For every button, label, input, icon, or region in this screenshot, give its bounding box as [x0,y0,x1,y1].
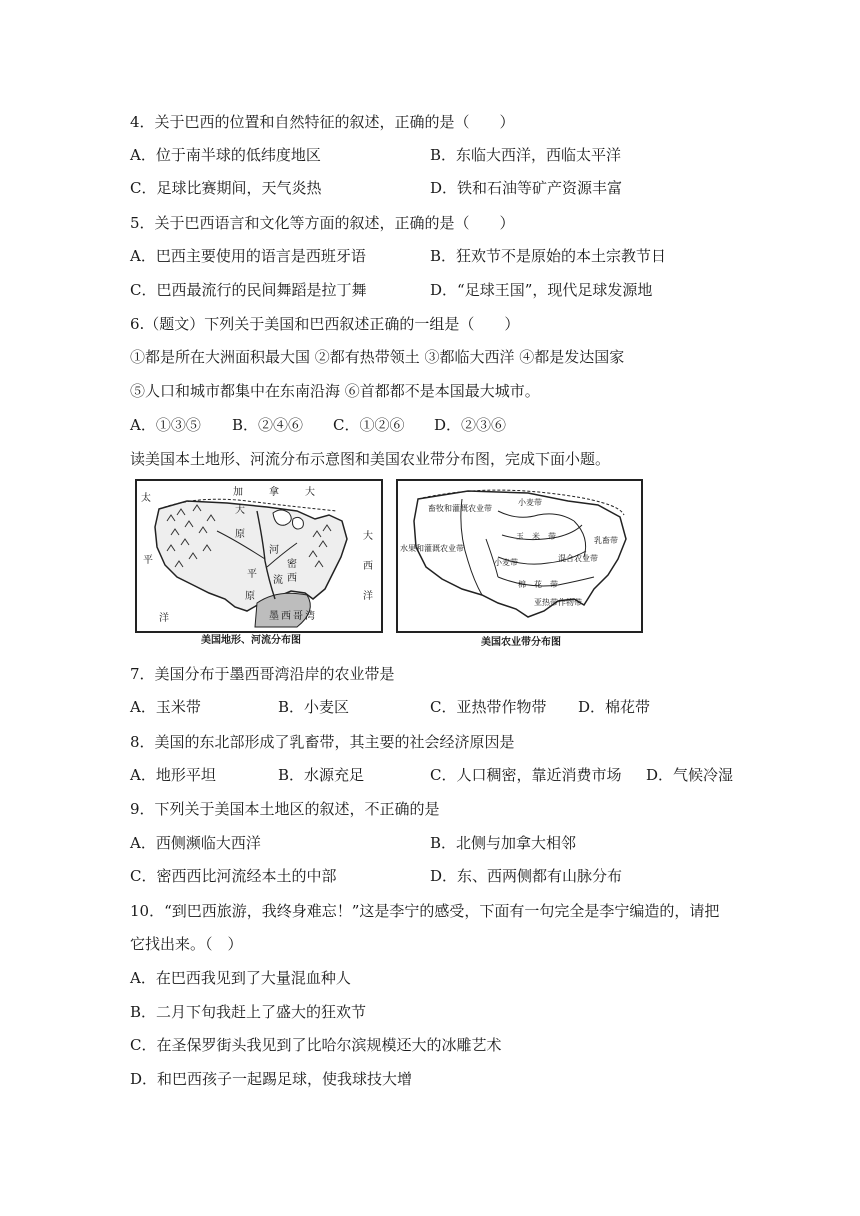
terrain-river-map [135,479,383,633]
label-river-3: 密 [287,559,297,570]
label-gulf-3: 哥 [293,611,303,622]
label-canada-1: 加 [233,487,243,498]
label-subtropic-belt: 亚热带作物带 [534,598,582,607]
label-atlantic-2: 西 [363,561,373,572]
agriculture-belt-map-svg [398,481,641,631]
label-ranch-belt: 畜牧和灌溉农业带 [428,504,492,513]
label-basin: 大 [235,505,245,516]
q7-option-b: B．小麦区 [278,698,350,716]
q6-option-b: B．②④⑥ [232,416,304,434]
q6-statements-2: ⑤人口和城市都集中在东南沿海 ⑥首都都不是本国最大城市。 [130,382,540,400]
label-wheat-south: 小麦带 [494,558,518,567]
q9-option-a: A．西侧濒临大西洋 [130,834,261,852]
label-river-4: 西 [287,573,297,584]
q8-option-b: B．水源充足 [278,766,365,784]
terrain-map-caption: 美国地形、河流分布图 [201,635,301,646]
q8-option-d: D．气候冷湿 [646,766,734,784]
label-pacific-2: 平 [143,555,153,566]
q10-option-d: D．和巴西孩子一起踢足球，使我球技大增 [130,1070,413,1088]
map-intro: 读美国本土地形、河流分布示意图和美国农业带分布图，完成下面小题。 [130,450,611,468]
agriculture-map-caption: 美国农业带分布图 [481,637,561,648]
q7-stem: 7．美国分布于墨西哥湾沿岸的农业带是 [130,665,395,683]
label-pacific-1: 太 [141,493,151,504]
maps-figure [135,479,643,649]
label-corn-belt: 玉 米 带 [516,532,556,541]
q6-option-a: A．①③⑤ [130,416,201,434]
q10-stem-2: 它找出来。（ ） [130,935,243,953]
q7-option-a: A．玉米带 [130,698,201,716]
label-atlantic-1: 大 [363,531,373,542]
q4-option-d: D．铁和石油等矿产资源丰富 [430,179,623,197]
q9-option-b: B．北侧与加拿大相邻 [430,834,577,852]
q4-option-a: A．位于南半球的低纬度地区 [130,146,321,164]
label-canada-2: 拿 [269,487,279,498]
label-cotton-belt: 棉 花 带 [518,580,558,589]
terrain-river-map-svg [137,481,381,631]
label-mixed-belt: 混合农业带 [558,554,598,563]
label-plain-2: 平 [247,569,257,580]
label-pacific-3: 洋 [159,613,169,624]
q5-option-a: A．巴西主要使用的语言是西班牙语 [130,247,366,265]
label-dairy-belt: 乳畜带 [594,536,618,545]
label-atlantic-3: 洋 [363,591,373,602]
q9-option-c: C．密西西比河流经本土的中部 [130,867,337,885]
q10-option-a: A．在巴西我见到了大量混血种人 [130,969,351,987]
label-canada-3: 大 [305,487,315,498]
q5-option-b: B．狂欢节不是原始的本土宗教节日 [430,247,667,265]
q10-option-b: B．二月下旬我赶上了盛大的狂欢节 [130,1003,367,1021]
q6-option-d: D．②③⑥ [434,416,507,434]
q6-option-c: C．①②⑥ [333,416,405,434]
q7-option-d: D．棉花带 [578,698,651,716]
q8-stem: 8．美国的东北部形成了乳畜带，其主要的社会经济原因是 [130,733,515,751]
label-gulf-2: 西 [281,611,291,622]
q6-stem: 6.（题文）下列关于美国和巴西叙述正确的一组是（ ） [130,315,520,333]
q6-statements-1: ①都是所在大洲面积最大国 ②都有热带领土 ③都临大西洋 ④都是发达国家 [130,348,625,366]
q4-option-b: B．东临大西洋，西临太平洋 [430,146,622,164]
label-plain-1: 原 [235,529,245,540]
label-wheat-north: 小麦带 [518,498,542,507]
q8-option-a: A．地形平坦 [130,766,216,784]
label-fruit-belt: 水果和灌溉农业带 [400,544,464,553]
label-river-1: 河 [269,545,279,556]
q5-option-d: D．“足球王国”，现代足球发源地 [430,281,653,299]
label-gulf-1: 墨 [269,611,279,622]
q5-option-c: C．巴西最流行的民间舞蹈是拉丁舞 [130,281,367,299]
label-plain-3: 原 [245,591,255,602]
q5-stem: 5．关于巴西语言和文化等方面的叙述，正确的是（ ） [130,214,515,232]
q10-option-c: C．在圣保罗街头我见到了比哈尔滨规模还大的冰雕艺术 [130,1036,502,1054]
q4-option-c: C．足球比赛期间，天气炎热 [130,179,322,197]
q10-stem-1: 10．“到巴西旅游，我终身难忘！”这是李宁的感受，下面有一句完全是李宁编造的，请把 [130,902,720,920]
q8-option-c: C．人口稠密，靠近消费市场 [430,766,622,784]
q4-stem: 4．关于巴西的位置和自然特征的叙述，正确的是（ ） [130,113,515,131]
q9-option-d: D．东、西两侧都有山脉分布 [430,867,623,885]
agriculture-belt-map [396,479,643,633]
q7-option-c: C．亚热带作物带 [430,698,547,716]
label-river-2: 流 [273,575,283,586]
q9-stem: 9．下列关于美国本土地区的叙述，不正确的是 [130,800,440,818]
label-gulf-4: 湾 [305,611,315,622]
